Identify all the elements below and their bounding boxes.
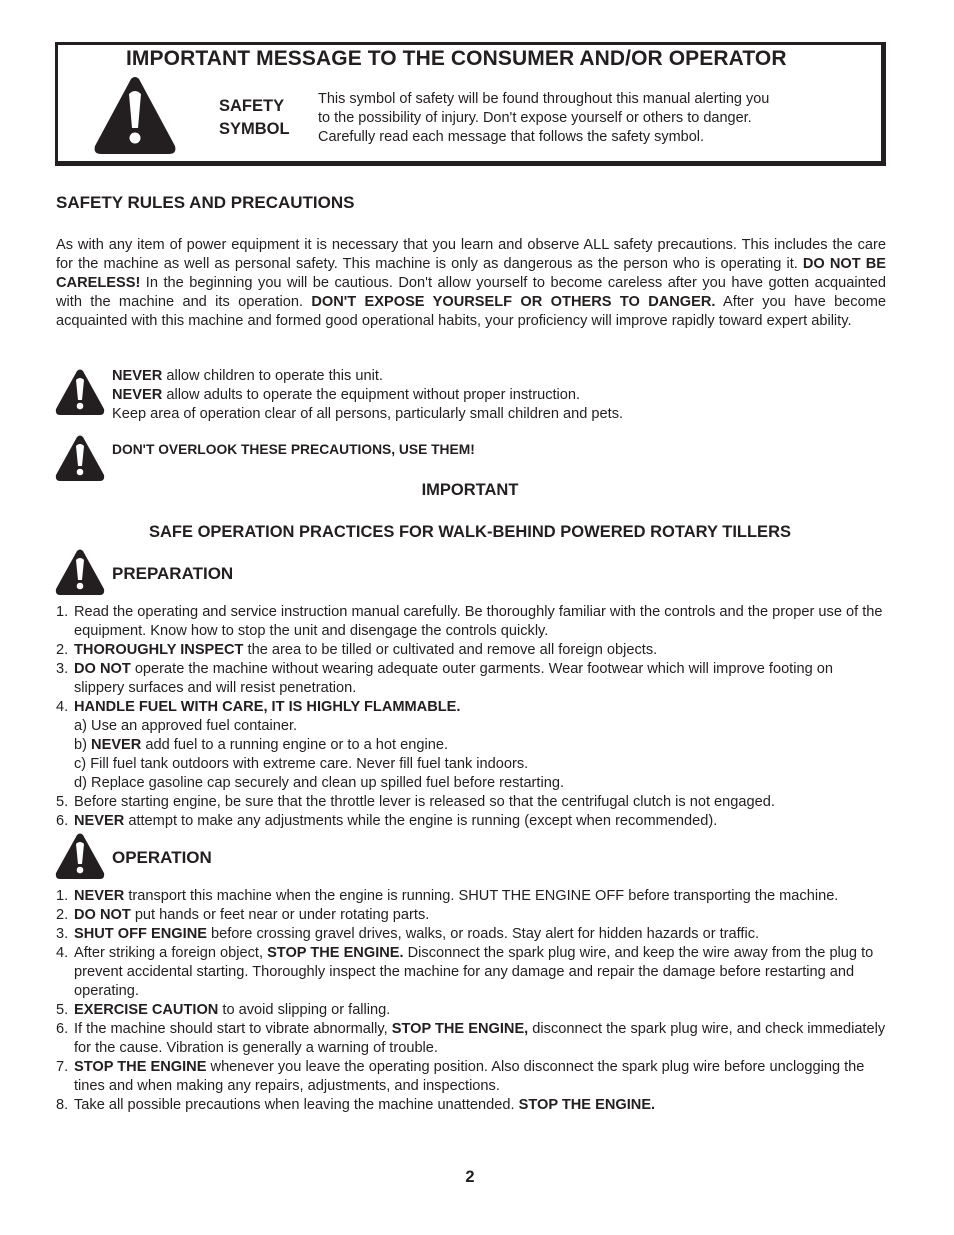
item-bold: HANDLE FUEL WITH CARE, IT IS HIGHLY FLAMMABLE. xyxy=(74,699,461,715)
list-item xyxy=(56,944,886,1001)
operation-list xyxy=(56,887,886,1115)
list-item xyxy=(56,925,886,944)
fuel-sub-item xyxy=(56,717,886,736)
item-number: 3. xyxy=(56,926,69,942)
item-bold: STOP THE ENGINE. xyxy=(518,1097,656,1113)
item-bold: STOP THE ENGINE, xyxy=(391,1021,529,1037)
item-bold: THOROUGHLY INSPECT xyxy=(74,642,244,658)
page-number: 2 xyxy=(465,1168,475,1186)
message-box-title: IMPORTANT MESSAGE TO THE CONSUMER AND/OR OPERATOR xyxy=(126,47,787,70)
item-text: whenever you leave the operating position. Also disconnect the spark plug wire before unclogging the tines and when making any repairs, adjustments, and inspections. xyxy=(74,1059,865,1094)
item-number: 4. xyxy=(56,699,69,715)
important-heading: IMPORTANT xyxy=(421,481,519,499)
item-bold: SHUT OFF ENGINE xyxy=(74,926,207,942)
sub-text: Fill fuel tank outdoors with extreme care. Never fill fuel tank indoors. xyxy=(86,756,529,772)
never-text: allow children to operate this unit. xyxy=(162,368,383,384)
item-text: transport this machine when the engine is running. SHUT THE ENGINE OFF before transporting the machine. xyxy=(124,888,839,904)
never-rule xyxy=(112,367,872,386)
item-text: operate the machine without wearing adequate outer garments. Wear footwear which will improve footing on slippery surfaces and will resist penetration. xyxy=(74,661,834,696)
list-item xyxy=(56,1020,886,1058)
list-item xyxy=(56,660,886,698)
list-item xyxy=(56,812,886,831)
item-number: 3. xyxy=(56,661,69,677)
item-number: 2. xyxy=(56,907,69,923)
item-number: 4. xyxy=(56,945,69,961)
item-bold: EXERCISE CAUTION xyxy=(74,1002,219,1018)
section-heading-preparation: PREPARATION xyxy=(112,564,234,583)
list-item xyxy=(56,1058,886,1096)
section-heading-safety-rules: SAFETY RULES AND PRECAUTIONS xyxy=(56,193,355,212)
safety-symbol-label-line2: SYMBOL xyxy=(219,120,290,138)
fuel-sub-item xyxy=(56,755,886,774)
keep-clear-rule: Keep area of operation clear of all persons, particularly small children and pets. xyxy=(112,406,624,422)
item-text: the area to be tilled or cultivated and remove all foreign objects. xyxy=(243,642,658,658)
item-pre: Take all possible precautions when leaving the machine unattended. xyxy=(74,1097,519,1113)
item-number: 5. xyxy=(56,794,69,810)
sub-label: b) xyxy=(74,737,87,753)
intro-text: In the beginning you will be cautious. Don't allow yourself to become careless after you have gotten acquainted with the machine and its operation. xyxy=(56,275,886,310)
item-number: 7. xyxy=(56,1059,69,1075)
safety-symbol-description xyxy=(318,90,838,147)
item-bold: NEVER xyxy=(74,813,125,829)
safety-symbol-label-line1: SAFETY xyxy=(219,97,285,115)
item-number: 2. xyxy=(56,642,69,658)
intro-text: As with any item of power equipment it is necessary that you learn and observe ALL safety precautions. This includes the care for the machine as well as personal safety. This machine is only as dangerous as the person who is operating it. xyxy=(56,237,886,272)
item-bold: STOP THE ENGINE. xyxy=(267,945,404,961)
description-line: to the possibility of injury. Don't expose yourself or others to danger. xyxy=(318,110,752,126)
never-bold: NEVER xyxy=(112,368,163,384)
fuel-sub-item xyxy=(56,774,886,793)
never-rule xyxy=(112,386,872,405)
item-number: 8. xyxy=(56,1097,69,1113)
item-text: disconnect the spark plug wire, and check immediately for the cause. Vibration is generally a warning of trouble. xyxy=(74,1021,886,1056)
list-item xyxy=(56,1096,886,1115)
sub-label: d) xyxy=(74,775,87,791)
list-item xyxy=(56,603,886,641)
item-bold: STOP THE ENGINE xyxy=(74,1059,207,1075)
warning-exclamation-icon xyxy=(55,435,105,482)
practices-heading: SAFE OPERATION PRACTICES FOR WALK-BEHIND POWERED ROTARY TILLERS xyxy=(149,523,791,541)
sub-text: Use an approved fuel container. xyxy=(86,718,298,734)
description-line: Carefully read each message that follows the safety symbol. xyxy=(318,129,705,145)
dont-overlook-notice: DON'T OVERLOOK THESE PRECAUTIONS, USE THEM! xyxy=(112,442,475,457)
list-item xyxy=(56,906,886,925)
warning-exclamation-icon xyxy=(55,833,105,880)
item-number: 1. xyxy=(56,888,69,904)
intro-bold: DON'T EXPOSE YOURSELF OR OTHERS TO DANGER. xyxy=(311,294,716,310)
list-item xyxy=(56,887,886,906)
sub-text: Replace gasoline cap securely and clean up spilled fuel before restarting. xyxy=(86,775,565,791)
sub-bold: NEVER xyxy=(91,737,142,753)
item-bold: NEVER xyxy=(74,888,125,904)
fuel-sub-item xyxy=(56,736,886,755)
sub-label: a) xyxy=(74,718,87,734)
item-text: put hands or feet near or under rotating parts. xyxy=(130,907,430,923)
sub-text: add fuel to a running engine or to a hot engine. xyxy=(141,737,449,753)
warning-exclamation-icon xyxy=(93,76,177,156)
description-line: This symbol of safety will be found throughout this manual alerting you xyxy=(318,91,770,107)
warning-exclamation-icon xyxy=(55,369,105,416)
item-number: 6. xyxy=(56,813,69,829)
safety-symbol-label xyxy=(219,95,290,141)
intro-text: After you have become acquainted with this machine and formed good operational habits, your proficiency will improve rapidly toward expert ability. xyxy=(56,294,886,329)
list-item xyxy=(56,1001,886,1020)
item-number: 5. xyxy=(56,1002,69,1018)
preparation-list xyxy=(56,603,886,831)
list-item xyxy=(56,641,886,660)
item-text: to avoid slipping or falling. xyxy=(218,1002,391,1018)
item-text: attempt to make any adjustments while the engine is running (except when recommended). xyxy=(124,813,718,829)
item-pre: After striking a foreign object, xyxy=(74,945,268,961)
never-bold: NEVER xyxy=(112,387,163,403)
item-text: before crossing gravel drives, walks, or roads. Stay alert for hidden hazards or traffic. xyxy=(206,926,760,942)
never-text: allow adults to operate the equipment without proper instruction. xyxy=(162,387,581,403)
list-item xyxy=(56,698,886,717)
intro-paragraph xyxy=(56,236,886,331)
sub-label: c) xyxy=(74,756,87,772)
intro-bold: DO NOT BE CARELESS! xyxy=(56,256,887,291)
item-text: Before starting engine, be sure that the throttle lever is released so that the centrifugal clutch is not engaged. xyxy=(74,794,775,810)
list-item xyxy=(56,793,886,812)
item-pre: If the machine should start to vibrate abnormally, xyxy=(74,1021,392,1037)
section-heading-operation: OPERATION xyxy=(112,848,212,867)
warning-exclamation-icon xyxy=(55,549,105,596)
never-rules xyxy=(112,367,872,424)
item-bold: DO NOT xyxy=(74,907,131,923)
item-number: 1. xyxy=(56,604,69,620)
item-text: Read the operating and service instruction manual carefully. Be thoroughly familiar with the controls and the proper use of the equipment. Know how to stop the unit and disengage the controls quickly. xyxy=(74,604,883,639)
item-bold: DO NOT xyxy=(74,661,131,677)
item-text: Disconnect the spark plug wire, and keep the wire away from the plug to prevent accidental starting. Thoroughly inspect the machine for any damage and repair the damage before restarting and operating. xyxy=(74,945,874,999)
item-number: 6. xyxy=(56,1021,69,1037)
